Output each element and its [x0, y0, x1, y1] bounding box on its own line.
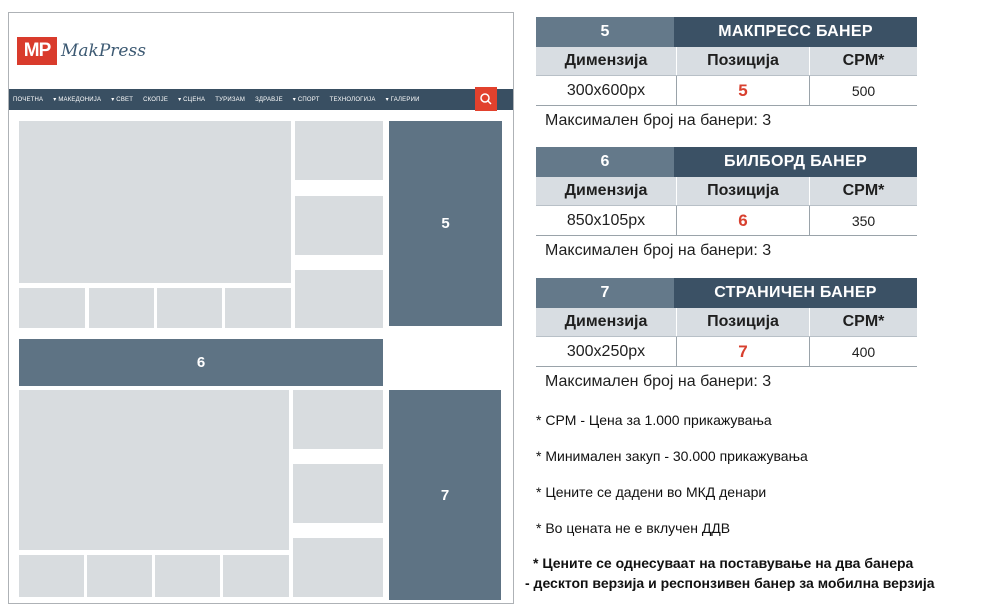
placeholder-thumb [89, 288, 154, 328]
position-value: 7 [677, 337, 810, 366]
table-number: 5 [536, 17, 674, 47]
placeholder-thumb [155, 555, 220, 597]
nav-item-macedonia: ▾ МАКЕДОНИЈА [53, 97, 102, 103]
logo-badge: MP [17, 37, 57, 65]
placeholder-main-article [19, 121, 291, 283]
dimension-value: 300x250px [536, 337, 677, 366]
max-banners-5: Максимален број на банери: 3 [545, 112, 772, 129]
column-header-dimension: Димензија [536, 308, 677, 336]
column-header-position: Позиција [677, 47, 810, 75]
placeholder-side-article [293, 464, 383, 523]
placeholder-main-article [19, 390, 289, 550]
position-value: 6 [677, 206, 810, 235]
logo-text: MakPress [61, 41, 146, 61]
cpm-value: 350 [851, 212, 876, 229]
note-vat: * Во цената не е вклучен ДДВ [536, 520, 731, 536]
note-currency: * Цените се дадени во МКД денари [536, 484, 767, 500]
column-header-cpm: CPM* [842, 52, 885, 69]
nav-item-sport: ▾ СПОРТ [292, 97, 320, 103]
table-number: 7 [536, 278, 674, 308]
nav-item-galleries: ▾ ГАЛЕРИИ [385, 97, 420, 103]
column-header-position: Позиција [677, 177, 810, 205]
table-title: МАКПРЕСС БАНЕР [674, 17, 917, 47]
dimension-value: 850x105px [536, 206, 677, 235]
nav-search-button [475, 87, 497, 111]
column-header-position: Позиција [677, 308, 810, 336]
pricing-table-6 [536, 147, 917, 236]
placeholder-thumb [225, 288, 291, 328]
nav-item-world: ▾ СВЕТ [111, 97, 134, 103]
placeholder-thumb [87, 555, 152, 597]
placeholder-thumb [223, 555, 289, 597]
position-value: 5 [677, 76, 810, 105]
table-title: СТРАНИЧЕН БАНЕР [674, 278, 917, 308]
dimension-value: 300x600px [536, 76, 677, 105]
placeholder-thumb [157, 288, 222, 328]
placeholder-side-article [293, 390, 383, 449]
banner-slot-7: 7 [389, 390, 501, 600]
website-layout-mockup [8, 12, 514, 604]
nav-bar [9, 89, 513, 110]
max-banners-7: Максимален број на банери: 3 [545, 373, 772, 390]
cpm-value: 400 [851, 343, 876, 360]
pricing-table-5 [536, 17, 917, 106]
placeholder-side-article [295, 121, 383, 180]
placeholder-thumb [19, 555, 84, 597]
placeholder-side-article [293, 538, 383, 597]
table-title: БИЛБОРД БАНЕР [674, 147, 917, 177]
pricing-table-7 [536, 278, 917, 367]
nav-item-home: ПОЧЕТНА [13, 96, 44, 103]
note-minimum: * Минимален закуп - 30.000 прикажувања [536, 448, 808, 464]
nav-item-tourism: ТУРИЗАМ [215, 96, 246, 103]
placeholder-thumb [19, 288, 85, 328]
nav-item-skopje: СКОПЈЕ [143, 96, 169, 103]
banner-slot-6: 6 [19, 339, 383, 386]
note-cpm: * CPM - Цена за 1.000 прикажувања [536, 412, 772, 428]
note-versions: - десктоп верзија и респонзивен банер за мобилна верзија [525, 575, 935, 591]
table-number: 6 [536, 147, 674, 177]
nav-item-technology: ТЕХНОЛОГИЈА [329, 96, 376, 103]
cpm-value: 500 [851, 82, 876, 99]
nav-item-scene: ▾ СЦЕНА [178, 97, 206, 103]
column-header-dimension: Димензија [536, 177, 677, 205]
column-header-cpm: CPM* [842, 313, 885, 330]
search-icon [475, 87, 497, 111]
note-two-banners: * Цените се однесуваат на поставување на два банера [533, 555, 914, 571]
nav-item-health: ЗДРАВЈЕ [255, 96, 283, 103]
placeholder-side-article [295, 270, 383, 328]
column-header-dimension: Димензија [536, 47, 677, 75]
placeholder-side-article [295, 196, 383, 255]
banner-slot-5: 5 [389, 121, 502, 326]
max-banners-6: Максимален број на банери: 3 [545, 242, 772, 259]
column-header-cpm: CPM* [842, 182, 885, 199]
